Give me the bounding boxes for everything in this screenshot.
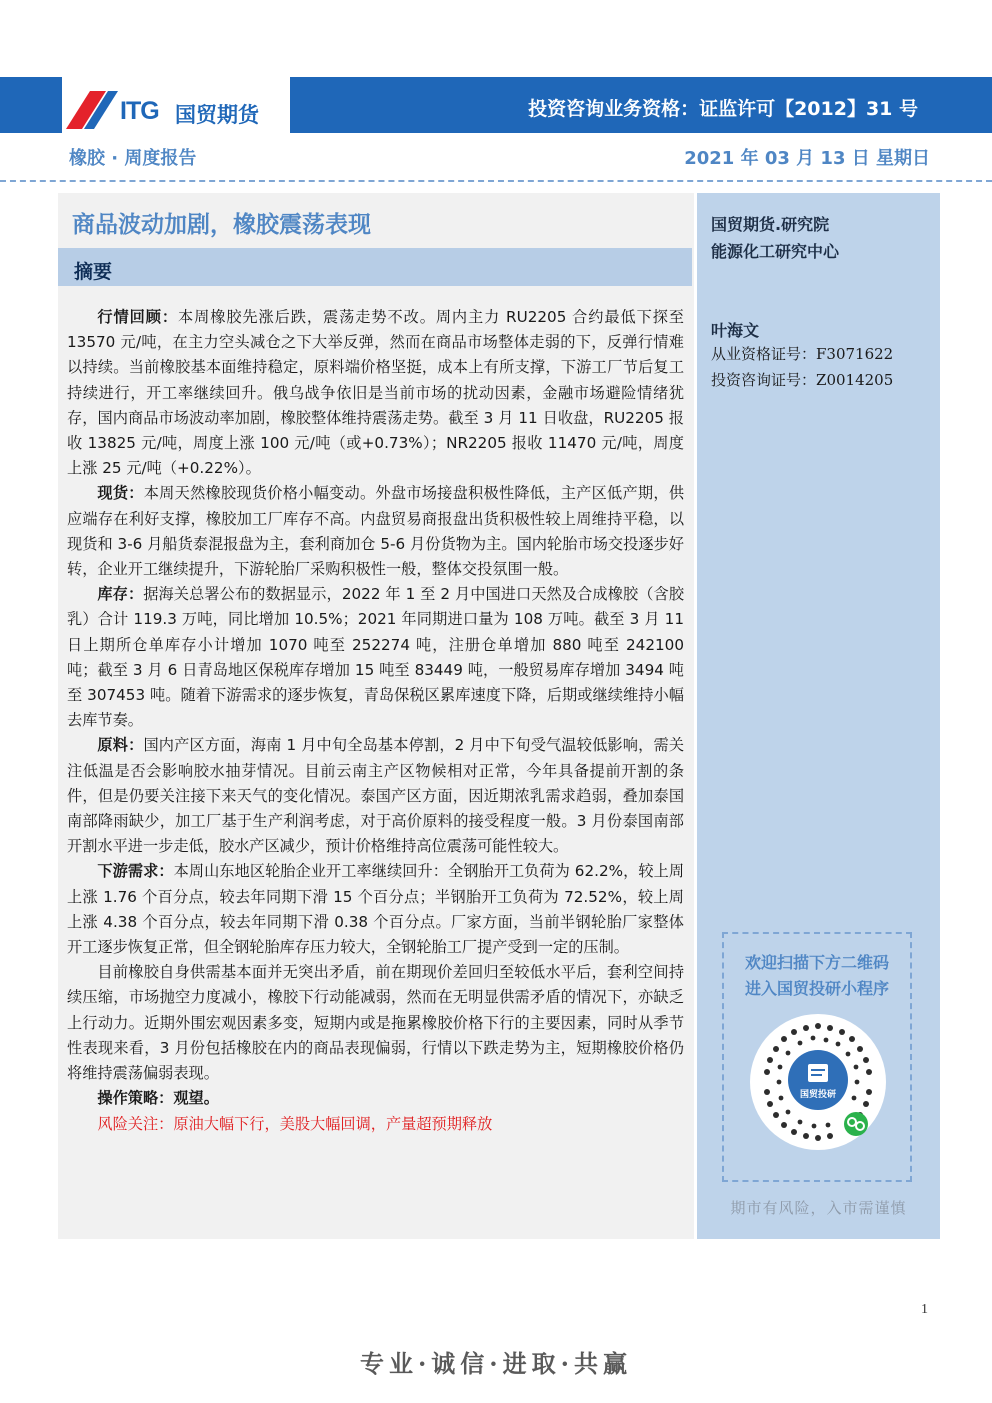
footer-slogan: 专业·诚信·进取·共赢: [359, 1349, 633, 1378]
logo-text: ITG: [120, 97, 159, 125]
logo-company-name: 国贸期货: [175, 103, 259, 127]
page-number: 1: [921, 1302, 928, 1317]
risk-warning: 期市有风险，入市需谨慎: [730, 1199, 907, 1217]
author-name: 叶海文: [711, 321, 760, 340]
paragraph-text: 本周橡胶先涨后跌，震荡走势不改。周内主力 RU2205 合约最低下探至 13570 元/吨，在主力空头减仓之下大举反弹，然而在商品市场整体走弱的下，反弹行情难以持续。当前橡胶基本面维持稳定，原料端价格坚挺，成本上有所支撑，下游工厂节后复工持续进行，开工率继续回升。俄乌战争依旧是当前市场的扰动因素，金融市场避险情绪犹存，国内商品市场波动率加剧，橡胶整体维持震荡走势。截至 3 月 11 日收盘，RU2205 报收 13825 元/吨，周度上涨 100 元/吨（或+0.73%）；NR2205 报收 11470 元/吨，周度上涨 25 元/吨（+0.22%）。: [67, 308, 684, 478]
qr-caption-line2: 进入国贸投研小程序: [744, 979, 889, 998]
paragraph-text: 观望。: [173, 1089, 219, 1108]
paragraph-label: 库存：: [97, 585, 144, 604]
report-date: 2021 年 03 月 13 日 星期日: [684, 148, 930, 169]
summary-body: [67, 305, 684, 1137]
header-divider: [0, 180, 992, 182]
paragraph-downstream: [67, 859, 684, 960]
paragraph-label: 原料：: [97, 736, 144, 755]
paragraph-label: 下游需求：: [97, 862, 174, 881]
qualification-cert: [711, 343, 893, 364]
cert-label: 从业资格证号：: [711, 345, 817, 363]
cert-value: Z0014205: [816, 371, 894, 389]
paragraph-spot: [67, 481, 684, 582]
report-type: 橡胶 · 周度报告: [69, 148, 197, 169]
paragraph-text: 国内产区方面，海南 1 月中旬全岛基本停割，2 月中下旬受气温较低影响，需关注低温是否会影响胶水抽芽情况。目前云南主产区物候相对正常，今年具备提前开割的条件，但是仍要关注接下来天气的变化情况。泰国产区方面，因近期浓乳需求趋弱，叠加泰国南部降雨缺少，加工厂基于生产利润考虑，对于高价原料的接受程度一般。3 月份泰国南部开割水平进一步走低，胶水产区减少，预计价格维持高位震荡可能性较大。: [67, 736, 685, 856]
cert-label: 投资咨询证号：: [711, 371, 817, 389]
paragraph-label: 现货：: [97, 484, 144, 503]
summary-heading: 摘要: [74, 261, 113, 283]
itg-logo-icon: [62, 85, 122, 135]
risk-note: 风险关注：原油大幅下行，美股大幅回调，产量超预期释放: [97, 1114, 493, 1133]
logo: [62, 77, 290, 137]
paragraph-inventory: [67, 582, 684, 733]
qr-center-label: 国贸投研: [799, 1090, 837, 1100]
paragraph-text: 本周天然橡胶现货价格小幅变动。外盘市场接盘积极性降低，主产区低产期，供应端存在利好支撑，橡胶加工厂库存不高。内盘贸易商报盘出货积极性较上周维持平稳，以现货和 3-6 月船货泰混报盘为主，套利商加仓 5-6 月份货物为主。国内轮胎市场交投逐步好转，企业开工继续提升，下游轮胎厂采购积极性一般，整体交投氛围一般。: [67, 484, 685, 579]
summary-bar: [58, 248, 692, 286]
qr-caption-line1: 欢迎扫描下方二维码: [744, 953, 889, 972]
consulting-cert: [711, 369, 893, 390]
org-department: 能源化工研究中心: [711, 242, 840, 261]
license-text: 投资咨询业务资格：证监许可【2012】31 号: [528, 98, 918, 120]
paragraph-strategy: [67, 1086, 684, 1111]
paragraph-market-review: [67, 305, 684, 481]
paragraph-raw-material: [67, 733, 684, 859]
paragraph-label: 操作策略：: [97, 1089, 174, 1108]
mini-program-qr-code[interactable]: [748, 1012, 888, 1152]
paragraph-label: 行情回顾：: [97, 308, 178, 326]
report-title: 商品波动加剧，橡胶震荡表现: [72, 212, 371, 238]
paragraph-text: 目前橡胶自身供需基本面并无突出矛盾，前在期现价差回归至较低水平后，套利空间持续压缩，市场抛空力度减小，橡胶下行动能减弱，然而在无明显供需矛盾的情况下，亦缺乏上行动力。近期外围宏观因素多变，短期内或是拖累橡胶价格下行的主要因素，同时从季节性表现来看，3 月份包括橡胶在内的商品表现偏弱，行情以下跌走势为主，短期橡胶价格仍将维持震荡偏弱表现。: [67, 963, 684, 1083]
paragraph-text: 据海关总署公布的数据显示，2022 年 1 至 2 月中国进口天然及合成橡胶（含胶乳）合计 119.3 万吨，同比增加 10.5%；2021 年同期进口量为 108 万吨。截至 3 月 11 日上期所仓单库存小计增加 1070 吨至 252274 吨，注册仓单增加 880 吨至 242100 吨；截至 3 月 6 日青岛地区保税库存增加 15 吨至 83449 吨，一般贸易库存增加 3494 吨至 307453 吨。随着下游需求的逐步恢复，青岛保税区累库速度下降，后期或继续维持小幅去库节奏。: [67, 585, 685, 730]
cert-value: F3071622: [816, 345, 894, 363]
paragraph-text: 本周山东地区轮胎企业开工率继续回升：全钢胎开工负荷为 62.2%，较上周上涨 1.76 个百分点，较去年同期下滑 15 个百分点；半钢胎开工负荷为 72.52%，较上周上涨 4.38 个百分点，较去年同期下滑 0.38 个百分点。厂家方面，当前半钢轮胎厂家整体开工逐步恢复正常，但全钢轮胎库存压力较大，全钢轮胎工厂提产受到一定的压制。: [67, 862, 685, 957]
paragraph-outlook: [67, 960, 684, 1086]
org-name: 国贸期货.研究院: [711, 215, 830, 234]
